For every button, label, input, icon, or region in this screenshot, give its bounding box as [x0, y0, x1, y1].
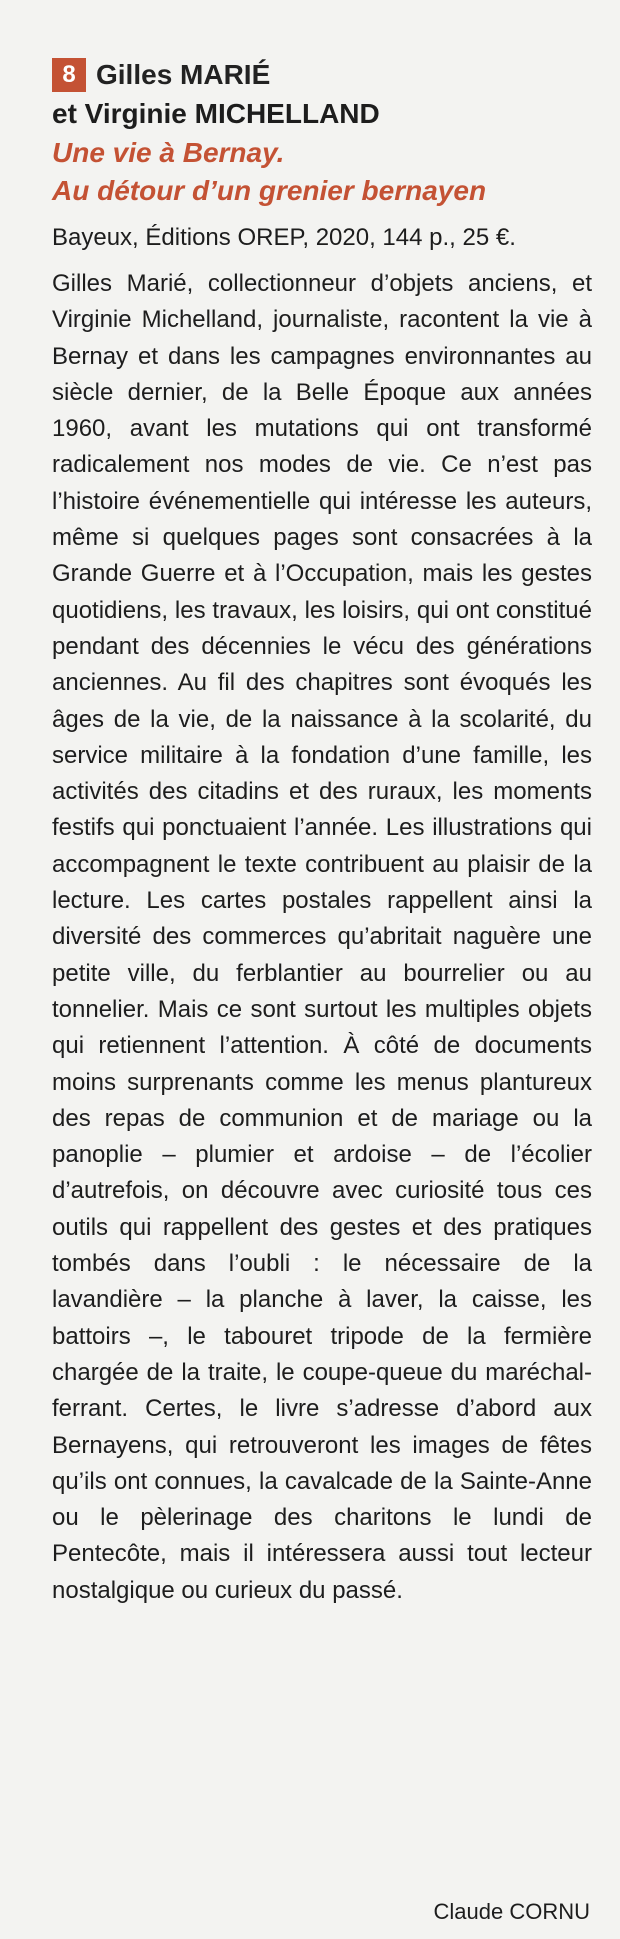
review-body: Gilles Marié, collectionneur d’objets anciens, et Virginie Michelland, journaliste, racontent la vie à Bernay et dans les campagnes environnantes au siècle dernier, de la Belle Époque aux années 1960, avant les mutations qui ont transformé radicalement nos modes de vie. Ce n’est pas l’histoire événementielle qui intéresse les auteurs, même si quelques pages sont consacrées à la Grande Guerre et à l’Occupation, mais les gestes quotidiens, les travaux, les loisirs, qui ont constitué pendant des décennies le vécu des générations anciennes. Au fil des chapitres sont évoqués les âges de la vie, de la naissance à la scolarité, du service militaire à la fondation d’une famille, les activités des citadins et des ruraux, les moments festifs qui ponctuaient l’année. Les illustrations qui accompagnent le texte contribuent au plaisir de la lecture. Les cartes postales rappellent ainsi la diversité des commerces qu’abritait naguère une petite ville, du ferblantier au bourrelier ou au tonnelier. Mais ce sont surtout les multiples objets qui retiennent l’attention. À côté de documents moins surprenants comme les menus plantureux des repas de communion et de mariage ou la panoplie – plumier et ardoise – de l’écolier d’autrefois, on découvre avec curiosité tous ces outils qui rappellent des gestes et des pratiques tombés dans l’oubli : le nécessaire de la lavandière – la planche à laver, la caisse, les battoirs –, le tabouret tripode de la fermière chargée de la traite, le coupe-queue du maréchal-ferrant. Certes, le livre s’adresse d’abord aux Bernayens, qui retrouveront les images de fêtes qu’ils ont connues, la cavalcade de la Sainte-Anne ou le pèlerinage des charitons le lundi de Pentecôte, mais il intéressera aussi tout lecteur nostalgique ou curieux du passé.: [52, 270, 592, 1604]
book-title-line-2: Au détour d’un grenier bernayen: [52, 175, 487, 206]
publication-info: Bayeux, Éditions OREP, 2020, 144 p., 25 €.: [52, 224, 516, 251]
book-title-line-1: Une vie à Bernay.: [52, 137, 285, 168]
reviewer-signature: Claude CORNU: [433, 1899, 590, 1924]
review-entry: [52, 56, 592, 1609]
authors-line-1: Gilles MARIÉ: [96, 59, 271, 90]
entry-header: [52, 56, 592, 94]
entry-number-badge: 8: [52, 58, 86, 92]
authors-line-2: et Virginie MICHELLAND: [52, 98, 380, 129]
